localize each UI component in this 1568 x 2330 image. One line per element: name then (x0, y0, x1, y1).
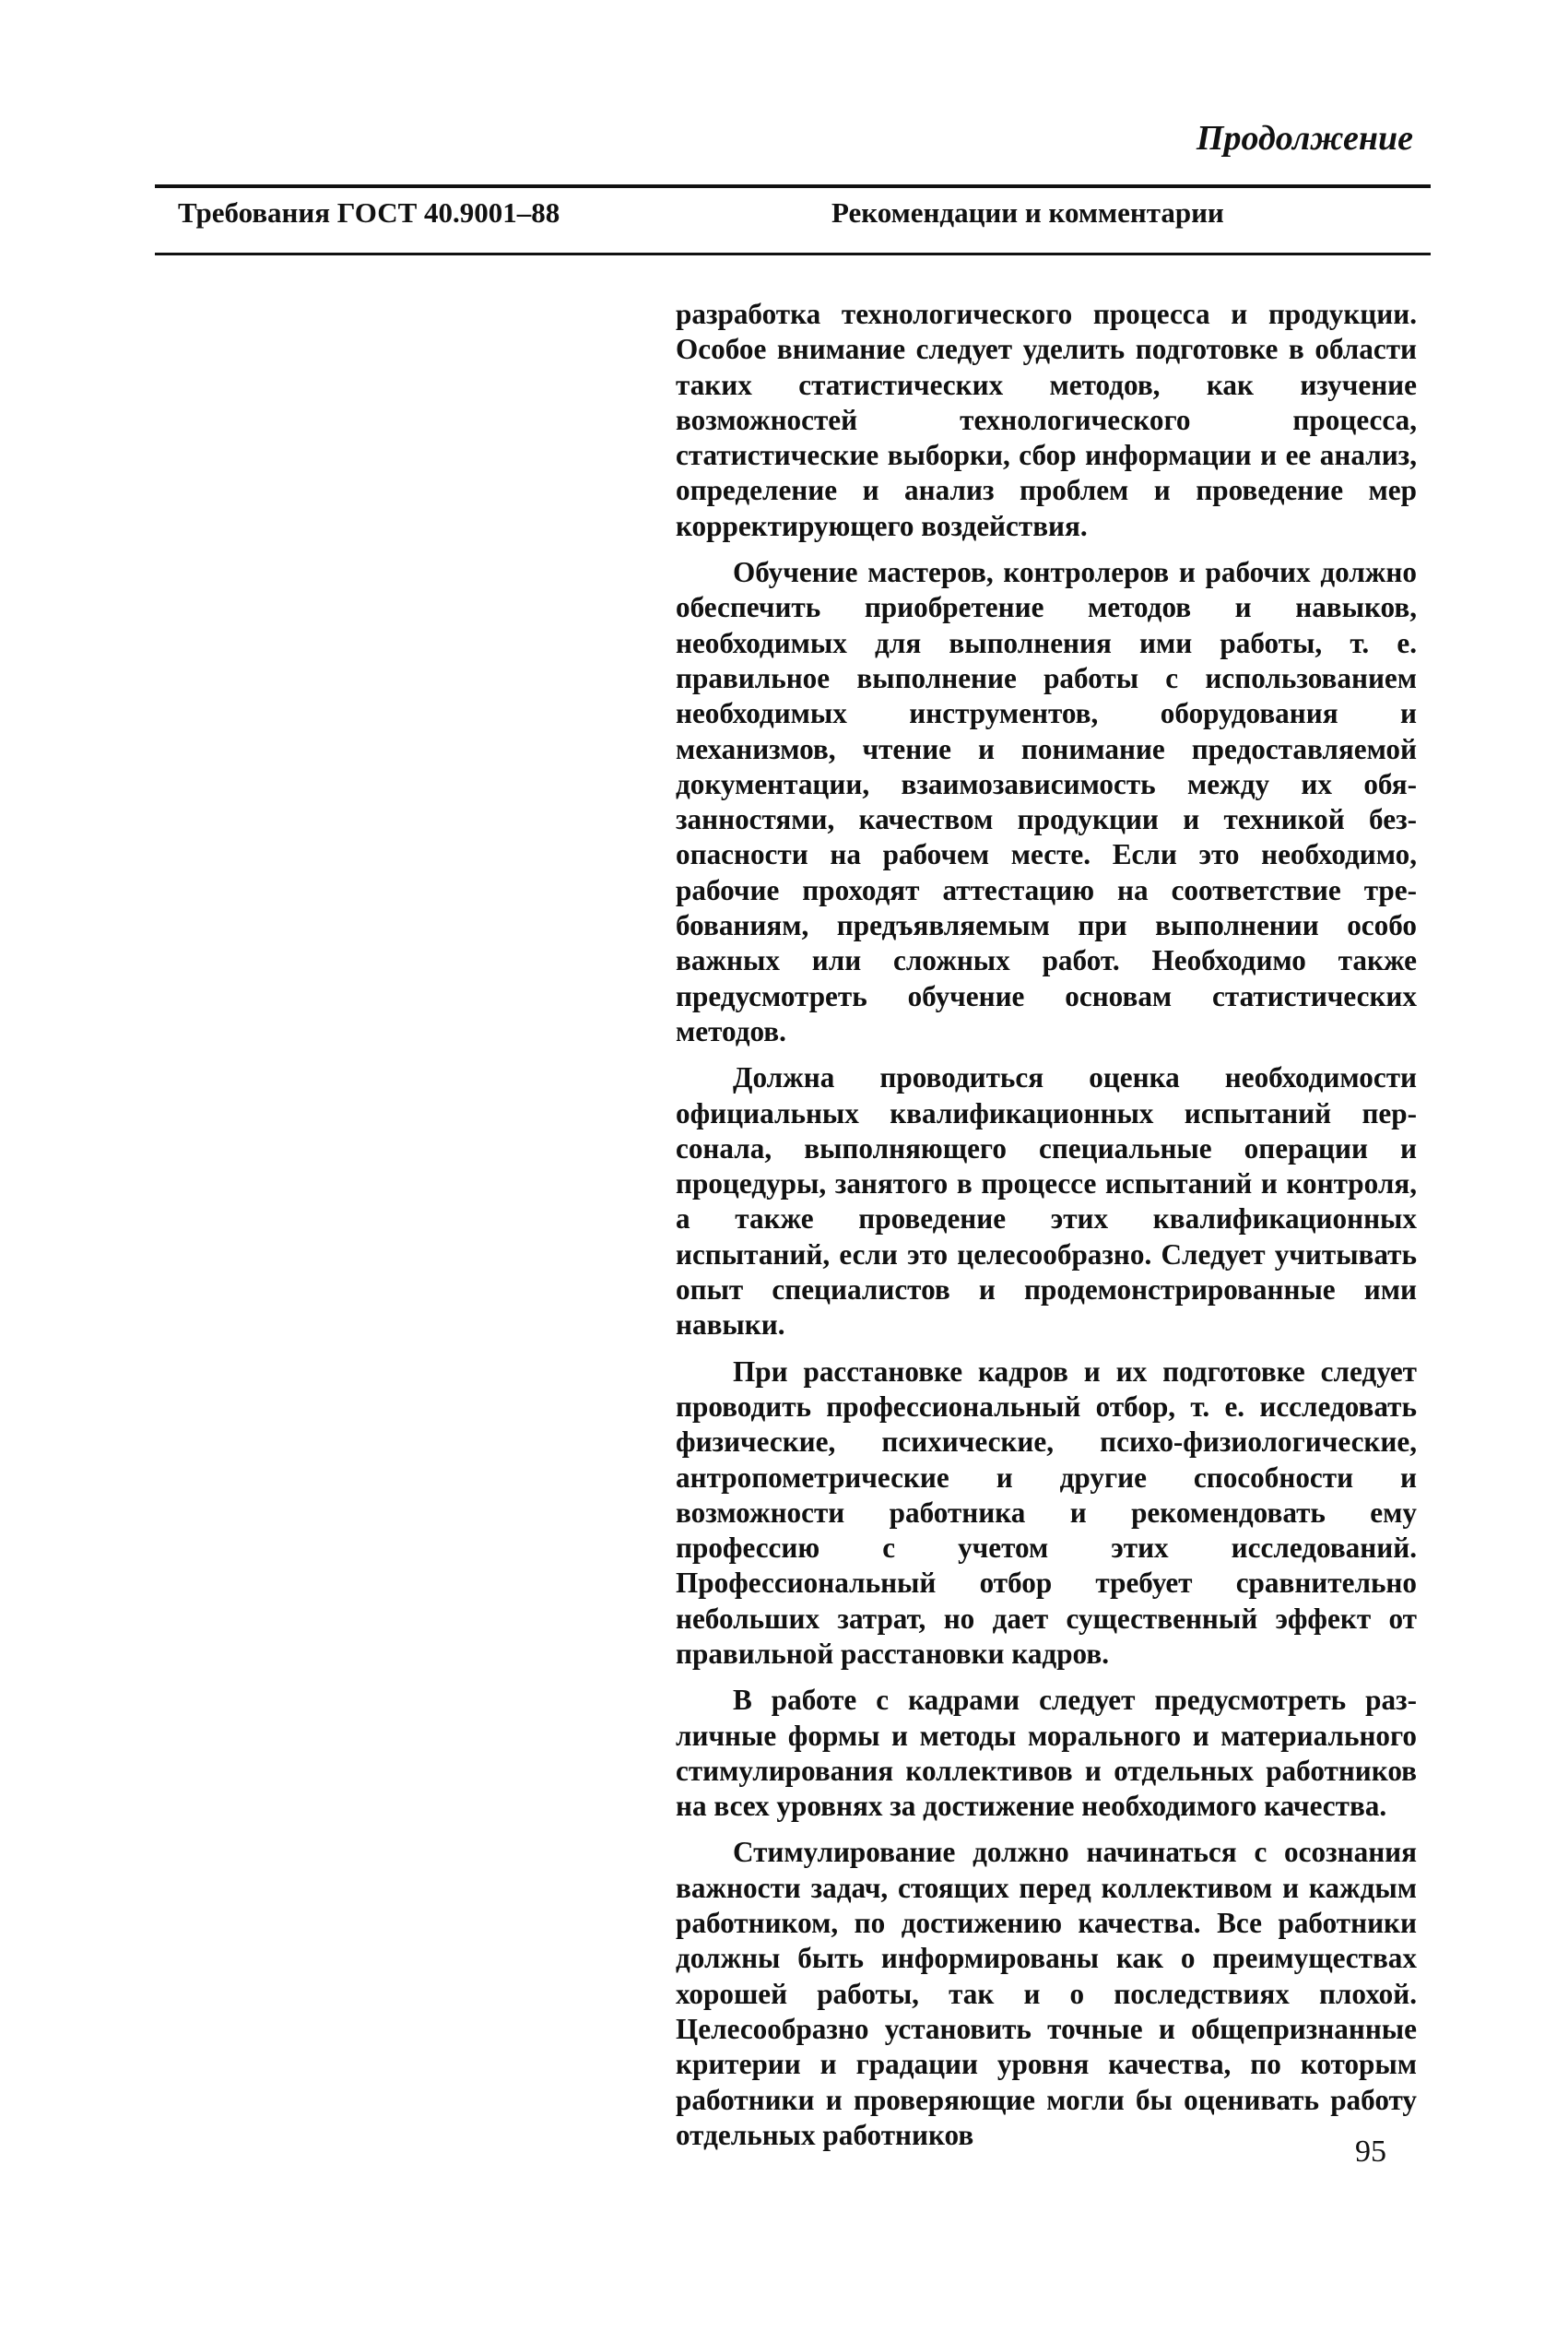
paragraph: разработка технологического процесса и продукции. Особое внимание следует уделить подготовке в области таких статистических методов, как изучение возможностей технологического процесса, статистические выборки, сбор информации и ее анализ, определение и анализ проблем и проведение мер корректирующего воздействия. (676, 298, 1417, 542)
paragraph: Обучение мастеров, контролеров и рабочих должно обеспечить приобретение методов и навыков, необходимых для выполнения ими работы, т. е. правильное выполнение работы с использованием необходимых инструментов, оборудования и механизмов, чтение и понимание предоставляемой документации, взаимозависимость между их обязанностями, качеством продукции и техникой безопасности на рабочем месте. Если это необходимо, рабочие проходят аттестацию на соответствие требованиям, предъявляемым при выполнении особо важных или сложных работ. Необходимо также предусмотреть обучение основам статистических методов. (676, 556, 1417, 1047)
header-bottom-rule (155, 253, 1431, 255)
recommendations-text (676, 297, 1417, 2164)
paragraph: Стимулирование должно начинаться с осознания важности задач, стоящих перед коллективом и каждым работником, по достижению качества. Все работники должны быть информированы как о преимуществах хорошей работы, так и о последствиях плохой. Целесообразно установить точные и общепризнанные критерии и градации уровня качества, по которым работники и проверяющие могли бы оценивать работу отдельных работников (676, 1836, 1417, 2151)
paragraph: Должна проводиться оценка необходимости официальных квалификационных испытаний персонала, выполняющего специальные операции и процедуры, занятого в процессе испытаний и контроля, а также проведение этих квалификационных испытаний, если это целесообразно. Следует учитывать опыт специалистов и продемонстрированные ими навыки. (676, 1061, 1417, 1342)
paragraph: В работе с кадрами следует предусмотреть различные формы и методы морального и материального стимулирования коллективов и отдельных работников на всех уровнях за достижение необходимого качества. (676, 1684, 1417, 1823)
recommendations-column-title: Рекомендации и комментарии (831, 196, 1224, 229)
header-top-rule (155, 184, 1431, 188)
page-number: 95 (1355, 2135, 1386, 2169)
continuation-label: Продолжение (1196, 119, 1413, 158)
requirements-column-title: Требования ГОСТ 40.9001–88 (178, 196, 560, 229)
paragraph: При расстановке кадров и их подготовке следует проводить профессиональный отбор, т. е. исследовать физические, психические, психо-физиологические, антропометрические и другие способности и возможности работника и рекомендовать ему профессию с учетом этих исследований. Профессиональный отбор требует сравнительно небольших затрат, но дает существенный эффект от правильной расстановки кадров. (676, 1354, 1417, 1670)
